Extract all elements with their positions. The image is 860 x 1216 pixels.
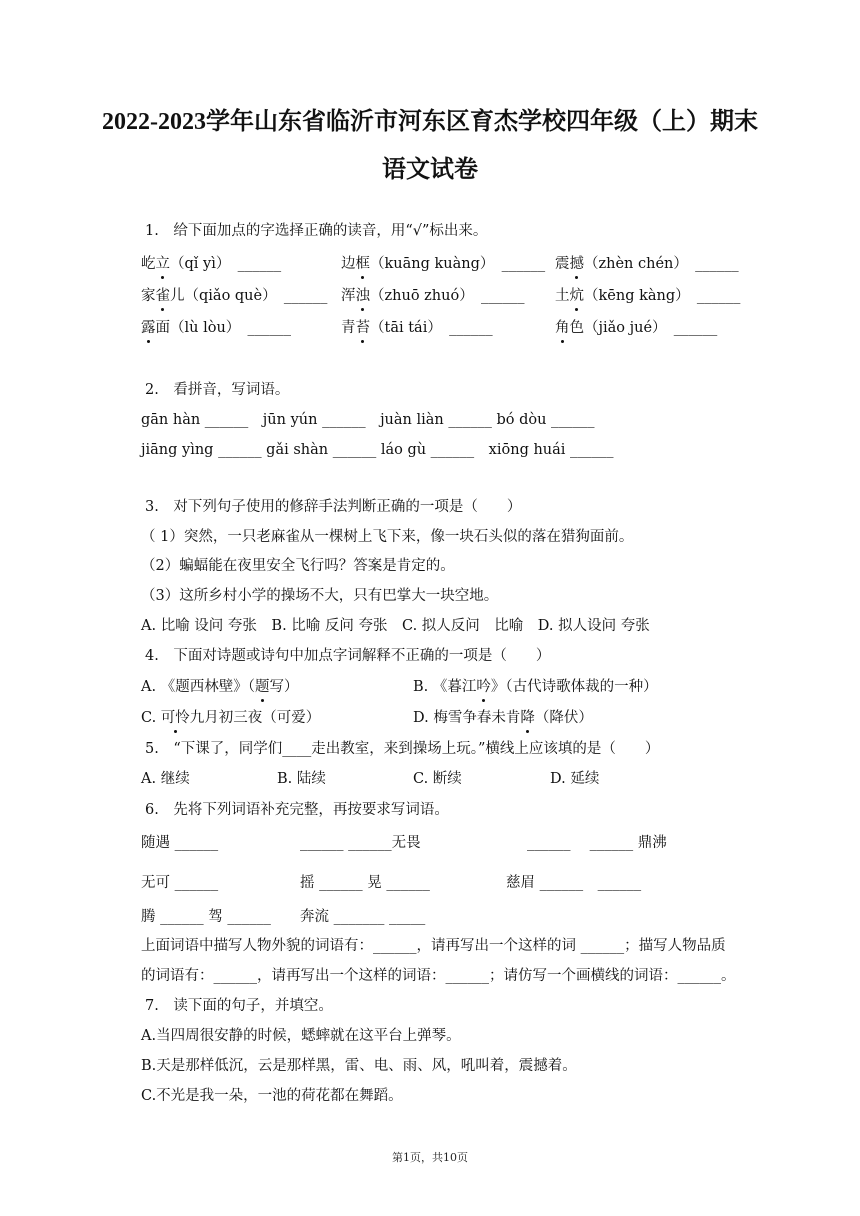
q6-instruction: 的词语有：______，请再写出一个这样的词语：______；请仿写一个画横线的词语：______。 <box>141 968 736 984</box>
q1-item: 屹立（qǐ yì） ______ <box>141 256 282 272</box>
q7-sentence: B.天是那样低沉，云是那样黑，雷、电、雨、风，吼叫着，震撼着。 <box>141 1058 577 1074</box>
q1-item: 土炕（kēng kàng） ______ <box>555 288 741 304</box>
dotted-char: 露 <box>141 320 156 336</box>
question-1-stem: 1. 给下面加点的字选择正确的读音，用“√”标出来。 <box>145 223 488 239</box>
question-3-stem: 3. 对下列句子使用的修辞手法判断正确的一项是（ ） <box>145 499 522 515</box>
dotted-char: 浊 <box>355 288 370 304</box>
q3-sentence: （2）蝙蝠能在夜里安全飞行吗？答案是肯定的。 <box>141 558 455 574</box>
page-number: 第1页，共10页 <box>392 1151 468 1164</box>
q1-item: 边框（kuāng kuàng） ______ <box>341 256 546 272</box>
q1-item: 浑浊（zhuō zhuó） ______ <box>341 288 525 304</box>
dotted-char: 角 <box>555 320 570 336</box>
dotted-char: 苔 <box>355 320 370 336</box>
q1-item: 青苔（tāi tái） ______ <box>341 320 493 336</box>
q1-item: 角色（jiǎo jué） ______ <box>555 320 718 336</box>
question-4-stem: 4. 下面对诗题或诗句中加点字词解释不正确的一项是（ ） <box>145 648 551 664</box>
q6-word-blank: 摇 ______ 晃 ______ <box>300 875 430 891</box>
question-5-stem: 5. “下课了，同学们____走出教室，来到操场上玩。”横线上应该填的是（ ） <box>145 741 660 757</box>
q6-word-blank: 腾 ______ 驾 ______ <box>141 909 271 925</box>
q4-option-d: D. 梅雪争春未肯降（降伏） <box>413 710 593 726</box>
q5-option-a: A. 继续 <box>141 771 190 787</box>
q4-option-b: B. 《暮江吟》（古代诗歌体裁的一种） <box>413 679 658 695</box>
document-title-line-1: 2022-2023学年山东省临沂市河东区育杰学校四年级（上）期末 <box>102 109 758 135</box>
q6-word-blank: ______ ______无畏 <box>300 835 421 851</box>
q1-item: 震撼（zhèn chén） ______ <box>555 256 739 272</box>
q3-options: A. 比喻 设问 夸张 B. 比喻 反问 夸张 C. 拟人反问 比喻 D. 拟人设问 夸张 <box>141 618 650 634</box>
q7-sentence: A.当四周很安静的时候，蟋蟀就在这平台上弹琴。 <box>141 1028 461 1044</box>
q4-option-a: A. 《题西林壁》（题写） <box>141 679 299 695</box>
q5-option-b: B. 陆续 <box>277 771 326 787</box>
q5-option-c: C. 断续 <box>413 771 462 787</box>
q6-word-blank: 随遇 ______ <box>141 835 219 851</box>
q3-sentence: （3）这所乡村小学的操场不大，只有巴掌大一块空地。 <box>141 588 499 604</box>
q1-item: 露面（lù lòu） ______ <box>141 320 292 336</box>
q6-word-blank: 无可 ______ <box>141 875 219 891</box>
dotted-char: 立 <box>155 256 170 272</box>
q2-pinyin-line: jiāng yìng ______ gǎi shàn ______ láo gù ______ xiōng huái ______ <box>141 442 614 458</box>
dotted-char: 炕 <box>569 288 584 304</box>
question-6-stem: 6. 先将下列词语补充完整，再按要求写词语。 <box>145 802 449 818</box>
dotted-char: 撼 <box>569 256 584 272</box>
q3-sentence: （ 1）突然，一只老麻雀从一棵树上飞下来，像一块石头似的落在猎狗面前。 <box>141 529 634 545</box>
q1-item: 家雀儿（qiǎo què） ______ <box>141 288 328 304</box>
dotted-char: 降 <box>520 710 535 726</box>
q4-option-c: C. 可怜九月初三夜（可爱） <box>141 710 321 726</box>
dotted-char: 吟 <box>476 679 491 695</box>
q6-word-blank: ______ ______ 鼎沸 <box>527 835 667 851</box>
dotted-char: 框 <box>355 256 370 272</box>
dotted-char: 雀 <box>155 288 170 304</box>
q7-sentence: C.不光是我一朵，一池的荷花都在舞蹈。 <box>141 1088 403 1104</box>
q2-pinyin-line: gān hàn ______ jūn yún ______ juàn liàn ______ bó dòu ______ <box>141 412 595 428</box>
dotted-char: 题 <box>254 679 270 695</box>
question-2-stem: 2. 看拼音，写词语。 <box>145 382 290 398</box>
q6-instruction: 上面词语中描写人物外貌的词语有：______，请再写出一个这样的词 ______；描写人物品质 <box>141 938 726 954</box>
q6-word-blank: 慈眉 ______ ______ <box>506 875 642 891</box>
question-7-stem: 7. 读下面的句子，并填空。 <box>145 998 333 1014</box>
q5-option-d: D. 延续 <box>550 771 600 787</box>
dotted-char: 可怜 <box>160 710 190 726</box>
document-title-line-2: 语文试卷 <box>382 157 478 183</box>
q6-word-blank: 奔流 _______ _____ <box>300 909 426 925</box>
